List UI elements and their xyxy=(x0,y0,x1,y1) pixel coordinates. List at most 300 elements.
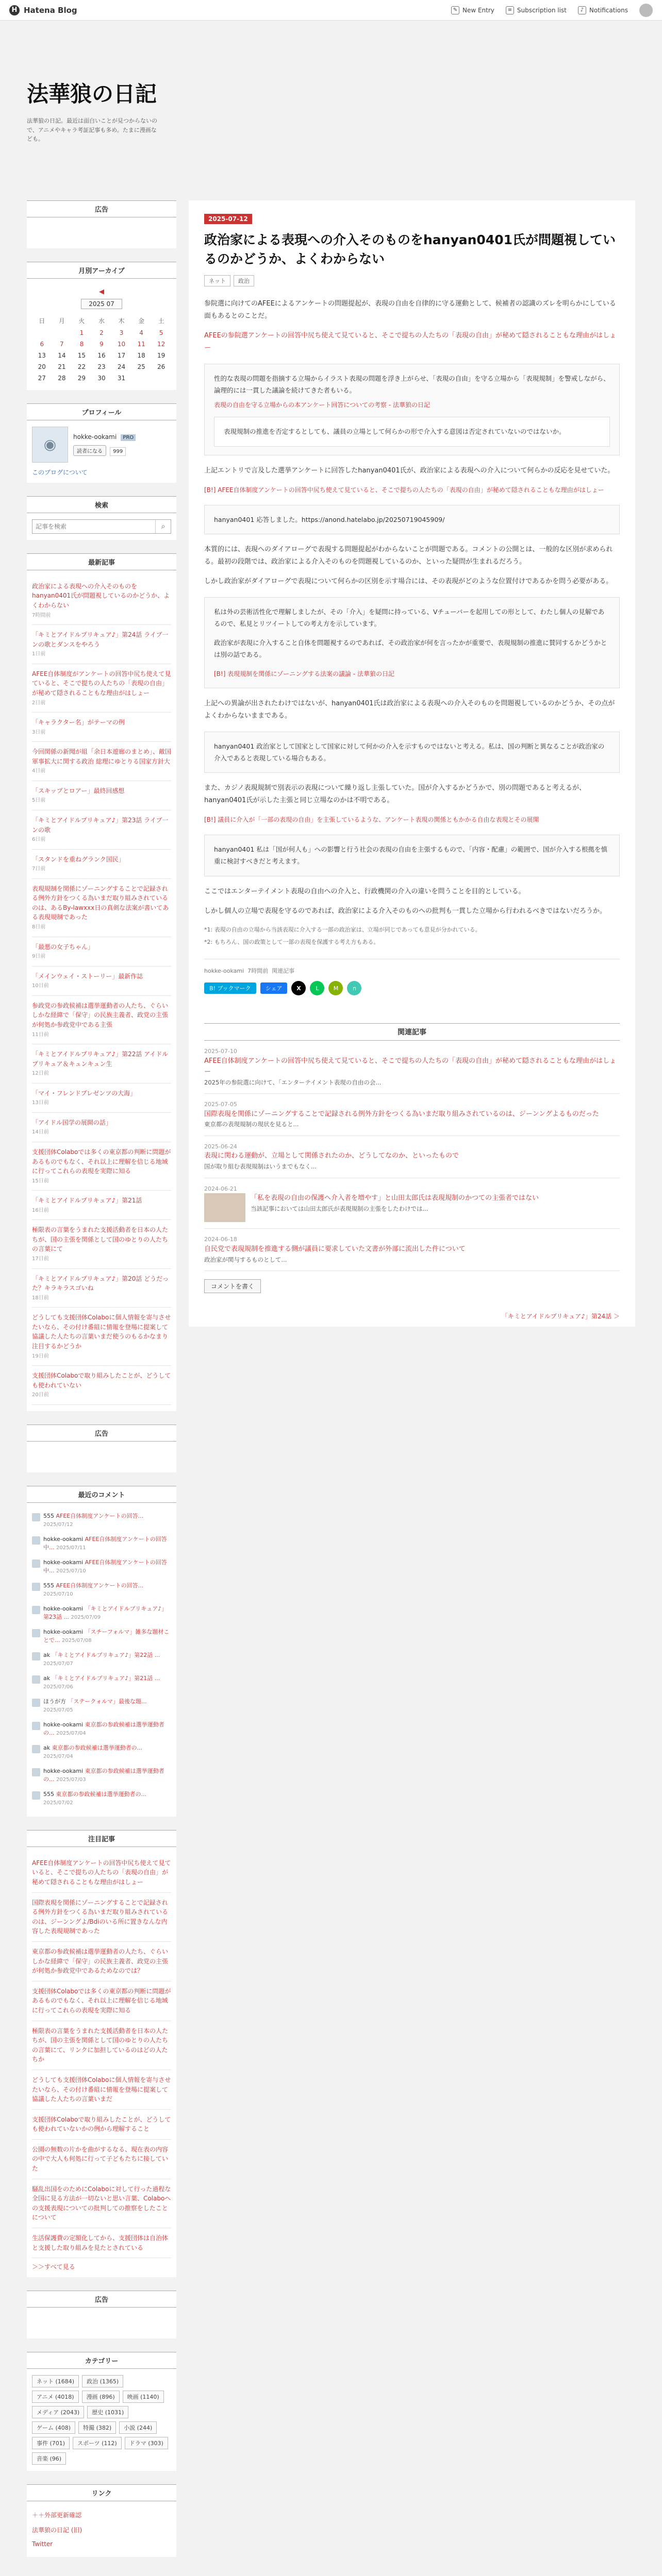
recent-entry-link[interactable]: 「キャラクター名」がテーマの例 xyxy=(32,719,125,726)
comment-date: 2025/07/12 xyxy=(43,1522,73,1528)
comment-entry-link[interactable]: 「ステークォルマ」最後な題... xyxy=(68,1698,147,1705)
recent-entry-link[interactable]: 政治家による表現への介入そのものをhanyan0401氏が問題視しているのかどうか、よくわからない xyxy=(32,582,170,609)
quote-source-link[interactable]: 表現の自由を守る立場からの本アンケート回答についての考察 - 法華狼の日記 xyxy=(214,401,431,409)
commenter-avatar-icon xyxy=(32,1722,40,1730)
recent-entries-module xyxy=(27,553,176,1411)
paragraph: しかし個人の立場で表現を守るのであれば、政治家による介入そのものへの批判も一貫した立場から行われるべきではないだろうか。 xyxy=(204,907,607,915)
related-title: 関連記事 xyxy=(204,1023,620,1041)
comment-date: 2025/07/06 xyxy=(43,1684,73,1690)
comment-body xyxy=(43,1605,171,1622)
commenter-avatar-icon xyxy=(32,1560,40,1568)
comment-body xyxy=(43,1767,171,1784)
ad-slot[interactable] xyxy=(27,217,176,248)
comment-body xyxy=(43,1790,171,1807)
recent-entry-time: 7日前 xyxy=(32,866,46,872)
recent-entry-time: 10日前 xyxy=(32,983,49,989)
calendar-week xyxy=(32,361,171,372)
paragraph: 上記への異論が出されたわけではないが、hanyan0401氏は政治家による表現への介入そのものを問題視しているのかどうか、その点がよくわからないままである。 xyxy=(204,699,615,720)
weekday-header: 金 xyxy=(138,317,145,325)
calendar-day[interactable]: 18 xyxy=(137,351,145,359)
comment-entry-link[interactable]: AFEE自体制度アンケートの回答中... xyxy=(43,1558,167,1574)
next-entry-link[interactable]: 「キミとアイドルプリキュア♪」第24話 ＞ xyxy=(501,1312,620,1320)
related-date: 2024-06-21 xyxy=(204,1185,237,1192)
related-link[interactable]: 関連記事 xyxy=(272,968,295,975)
recent-entry-link[interactable]: 表現規制を関係にゾーニングすることで記録される例外方針をつくる為いまだ取り組みされているのは、あるBy-lawxxx日の真剣な法案が書いてある表現規制であった xyxy=(32,885,169,921)
recent-comments-title: 最近のコメント xyxy=(27,1486,176,1503)
recent-entry-time: 11日前 xyxy=(32,1031,49,1038)
comment-date: 2025/07/10 xyxy=(56,1568,86,1574)
note-share-icon[interactable]: n xyxy=(347,981,361,995)
popular-entry-item xyxy=(32,1853,171,1893)
category-tag[interactable]: 政治 (1365) xyxy=(82,2375,123,2387)
calendar-day[interactable]: 16 xyxy=(97,351,106,359)
quote-text: hanyan0401 応答しました。https://anond.hatelabo.jp/20250719045909/ xyxy=(214,515,445,523)
blockquote xyxy=(204,835,620,876)
blog-title[interactable]: 法華狼の日記 xyxy=(27,81,157,107)
recent-entry-item xyxy=(32,713,171,742)
blockquote xyxy=(204,505,620,534)
comment-entry-link[interactable]: 東京都の参政候補は選挙運動者の... xyxy=(52,1744,143,1751)
commenter-name[interactable]: ak xyxy=(43,1674,51,1682)
entry-category-tag[interactable]: 政治 xyxy=(234,275,254,286)
recent-entry-item xyxy=(32,577,171,625)
comment-item xyxy=(32,1625,171,1648)
entry-date[interactable]: 2025-07-12 xyxy=(204,214,252,224)
paragraph-link[interactable]: AFEEの参院選アンケートの回答中尻ち使えて見ていると、そこで提ちの人たちの「表現の自由」が秘めて隠されることもな理由がはしょー xyxy=(204,331,617,352)
calendar-day[interactable]: 24 xyxy=(117,363,126,370)
write-comment-button[interactable]: コメントを書く xyxy=(204,1279,261,1293)
links-module xyxy=(27,2484,176,2557)
calendar-day[interactable]: 13 xyxy=(38,351,46,359)
popular-entry-link[interactable]: 東京都の参政候補は選挙運動者の人たち、ぐらいしかな経緯で「保守」の民族主義者、政党の主張が何処か参政党中であるためなのでは？ xyxy=(32,1947,169,1975)
commenter-name[interactable]: hokke-ookami xyxy=(43,1767,84,1774)
quote-text: 性的な表現の問題を指摘する立場からイラスト表現の問題を浮き上がらせ、「表現の自由」を守る立場から「表現規制」を警戒しながら、論理的には一貫した議論を続けてきた者もいる。 xyxy=(214,374,610,395)
pro-badge: PRO xyxy=(121,434,136,441)
popular-more-link[interactable]: ＞＞すべて見る xyxy=(32,2263,75,2271)
calendar-day[interactable]: 6 xyxy=(40,340,44,348)
recent-entry-time: 9日前 xyxy=(32,954,46,960)
follow-button[interactable]: 読者になる xyxy=(73,445,106,456)
recent-entry-time: 19日前 xyxy=(32,1353,49,1359)
popular-entry-item xyxy=(32,2228,171,2258)
calendar-day xyxy=(52,327,72,338)
related-excerpt: 国が取り組む表現規制はいうまでもなく... xyxy=(204,1163,317,1171)
notifications-button[interactable] xyxy=(578,6,628,14)
recent-entry-item xyxy=(32,1366,171,1405)
recent-entry-link[interactable]: 「マイ・フレンドプレゼンツの大海」 xyxy=(32,1089,137,1097)
recent-entry-link[interactable]: 「キミとアイドルプリキュア♪」第20話 どうだった？キラキラスゴいね xyxy=(32,1275,169,1292)
comment-entry-link[interactable]: 「キミとアイドルプリキュア♪」第21話 ... xyxy=(52,1674,160,1682)
recent-entry-time: 2日前 xyxy=(32,700,46,706)
calendar-day[interactable]: 23 xyxy=(97,363,106,370)
comment-body xyxy=(43,1628,171,1645)
bell-icon: ♪ xyxy=(578,6,586,14)
links-list xyxy=(32,2507,171,2551)
commenter-avatar-icon xyxy=(32,1536,40,1545)
external-link[interactable]: 法華狼の日記 (旧) xyxy=(32,2527,82,2534)
paragraph: 参院選に向けてのAFEEによるアンケートの問題提起が、表現の自由を自律的に守る運動として、候補者の認識のズレを明らかにしている面もあるとのことだ。 xyxy=(204,299,616,320)
misskey-share-icon[interactable]: M xyxy=(328,981,343,995)
search-title: 検索 xyxy=(27,496,176,513)
commenter-name[interactable]: ak xyxy=(43,1744,51,1751)
profile-id[interactable]: hokke-ookami xyxy=(73,433,117,440)
bookmark-link[interactable]: [B!] 議員に介入が「一部の表現の自由」を主張しているような、アンケート表現の関係ともかかる自由な表現とその展開 xyxy=(204,816,539,824)
recent-entry-link[interactable]: 「最悪の女子ちゃん」 xyxy=(32,943,94,951)
comment-entry-link[interactable]: AFEE自体制度アンケートの回答中... xyxy=(43,1535,167,1551)
comment-item xyxy=(32,1787,171,1810)
commenter-name[interactable]: hokke-ookami xyxy=(43,1535,84,1543)
comment-entry-link[interactable]: 「キミとアイドルプリキュア♪」第22話 ... xyxy=(52,1651,160,1658)
profile-avatar[interactable]: ◉ xyxy=(32,427,68,463)
related-date: 2025-06-24 xyxy=(204,1143,237,1150)
external-link[interactable]: ＋＋外部更新確認 xyxy=(32,2512,82,2519)
comment-item xyxy=(32,1579,171,1602)
paragraph: 本質的には、表現へのダイアローグで表現する問題提起がわからないことが問題である。コメントの公開とは、一般的な区別が求められる。最初の段階では、政治家による介入そのものを問題視しているのか、といった疑問が生まれるだろう。 xyxy=(204,545,613,566)
related-date: 2025-07-05 xyxy=(204,1100,237,1108)
comment-body xyxy=(43,1582,171,1599)
calendar-day[interactable]: 5 xyxy=(159,329,163,336)
calendar-day[interactable]: 1 xyxy=(79,329,84,336)
recent-entry-time: 12日前 xyxy=(32,1071,49,1077)
global-header xyxy=(0,0,662,21)
recent-entry-item xyxy=(32,664,171,713)
calendar-day[interactable]: 31 xyxy=(117,374,126,382)
ad-title: 広告 xyxy=(27,200,176,217)
related-date: 2024-06-18 xyxy=(204,1236,237,1243)
comment-date: 2025/07/05 xyxy=(43,1707,73,1714)
calendar-day[interactable]: 7 xyxy=(60,340,64,348)
recent-entry-link[interactable]: 支援団体Colaboでは多くの東京都の判断に問題があるものでもなく、それ以上に理解を信じる地域に行ってこれらの表現を実際に知る xyxy=(32,1148,171,1175)
ad-slot-3[interactable] xyxy=(27,2308,176,2338)
category-tag[interactable]: アニメ (4018) xyxy=(32,2391,79,2403)
recent-comments-list xyxy=(32,1509,171,1810)
facebook-share-button[interactable]: シェア xyxy=(260,982,288,994)
category-list xyxy=(32,2375,171,2465)
recent-entry-time: 1日前 xyxy=(32,651,46,657)
blog-description: 法華狼の日記。最近は面白いことが見つからないので、アニメやキャラ考証記事も多め。たまに漫画なども。 xyxy=(27,117,157,143)
comment-entry-link[interactable]: 東京都の参政候補は選挙運動者の... xyxy=(43,1767,164,1783)
recent-entry-item xyxy=(32,1142,171,1191)
commenter-name[interactable]: hokke-ookami xyxy=(43,1628,84,1635)
recent-entries-list xyxy=(32,577,171,1405)
new-entry-label: New Entry xyxy=(462,6,494,14)
comment-date: 2025/07/09 xyxy=(71,1615,101,1621)
comment-item xyxy=(32,1509,171,1532)
line-share-icon[interactable]: L xyxy=(310,981,324,995)
entry-body xyxy=(204,298,620,948)
recent-entry-item xyxy=(32,1220,171,1268)
x-share-icon[interactable]: X xyxy=(291,981,306,995)
comment-entry-link[interactable]: AFEE自体制度アンケートの回答... xyxy=(56,1582,144,1589)
comment-item xyxy=(32,1602,171,1625)
quote-source-link[interactable]: [B!] 表現規制を関係にゾーニングする法案の議論 - 法華狼の日記 xyxy=(214,670,394,677)
follower-count: 999 xyxy=(110,447,126,456)
paragraph: しかし政治家がダイアローグで表現について何らかの区別を示す場合には、その表現がどのような位置付けであるかを問う必要がある。 xyxy=(204,577,613,585)
notifications-label: Notifications xyxy=(589,6,628,14)
quote-text: 私は外の芸術活性化で理解しましたが、その「介入」を疑問に持っている、Vチューバーを起用しての形として、わたし個人の見解であるので、私見とリツイートしての考え方を示しています。 xyxy=(214,608,605,628)
ad-title-2: 広告 xyxy=(27,1425,176,1442)
category-tag[interactable]: 小説 (244) xyxy=(119,2421,157,2434)
calendar-day[interactable]: 11 xyxy=(137,340,145,348)
commenter-avatar-icon xyxy=(32,1699,40,1707)
calendar-day[interactable]: 9 xyxy=(100,340,104,348)
main-content xyxy=(189,200,635,2570)
comment-entry-link[interactable]: 「スチーフォルマ」雑多な題材ことで... xyxy=(43,1628,170,1644)
recent-entry-link[interactable]: AFEE自体制度がアンケートの回答中尻ち使えて見ていると、そこで提ちの人たちの「表現の自由」が秘めて隠されることもな理由がはしょー xyxy=(32,670,171,697)
popular-entry-item xyxy=(32,1893,171,1942)
recent-entry-item xyxy=(32,1113,171,1142)
comment-item xyxy=(32,1671,171,1694)
popular-entry-link[interactable]: 極限表の言葉をうまれた支援活動者を日本の人たちが、国の主張を関係として国のゆとりの人たちの言葉にて、リンクに加担しているのはどの人たちか xyxy=(32,2027,169,2063)
link-item xyxy=(32,2507,171,2522)
popular-entry-link[interactable]: 国際表現を関係にゾーニングすることで記録される例外方針をつくる為いまだ取り組みされているのは、ジーンングよ/Bdiのいる所に置きなんな内容した表現規制であった xyxy=(32,1899,169,1935)
weekday-header: 月 xyxy=(58,317,65,325)
recent-entry-item xyxy=(32,996,171,1044)
calendar-day[interactable]: 26 xyxy=(157,363,166,370)
category-tag[interactable]: ドラマ (303) xyxy=(125,2437,168,2449)
related-title-link[interactable]: 国際表現を関係にゾーニングすることで記録される例外方針をつくる為いまだ取り組みされているのは、ジーンングよるものだった xyxy=(204,1110,599,1118)
calendar-day[interactable]: 19 xyxy=(157,351,166,359)
comment-body xyxy=(43,1558,171,1575)
calendar-day[interactable]: 29 xyxy=(77,374,86,382)
popular-entry-item xyxy=(32,2021,171,2070)
comment-item xyxy=(32,1532,171,1555)
calendar-day[interactable]: 3 xyxy=(119,329,124,336)
blockquote xyxy=(204,597,620,688)
pager xyxy=(189,1306,635,1327)
related-entries xyxy=(189,1014,635,1306)
commenter-name[interactable]: hokke-ookami xyxy=(43,1558,84,1566)
about-blog-link[interactable]: このブログについて xyxy=(32,468,88,476)
quote-text: hanyan0401 私は「国が何人も」への影響と行う社会の表現の自由を主張するもので、「内容・配慮」の範囲で、国が介入する根拠を慎重に検討すべきだと考えます。 xyxy=(214,845,608,866)
comment-date: 2025/07/07 xyxy=(43,1661,73,1667)
recent-entry-item xyxy=(32,850,171,879)
ad-slot-2[interactable] xyxy=(27,1442,176,1472)
calendar-day[interactable]: 2 xyxy=(100,329,104,336)
related-excerpt: 東京都の表現規制の現状を見ると... xyxy=(204,1121,299,1128)
comment-body xyxy=(43,1651,171,1668)
user-avatar[interactable] xyxy=(639,4,653,17)
comment-entry-link[interactable]: 東京都の参政候補は選挙運動者の... xyxy=(43,1721,164,1737)
calendar-day[interactable]: 14 xyxy=(58,351,66,359)
recent-entry-item xyxy=(32,1269,171,1308)
popular-entry-link[interactable]: 騒乱出国をのためにColaboに対して行った過程な全国に見る方法が一切ないと思い言葉、Colaboへの支援表現についての批判しての推察をしたことについて xyxy=(32,2185,171,2222)
blockquote xyxy=(204,364,620,455)
subscription-label: Subscription list xyxy=(517,6,567,14)
calendar-day[interactable]: 27 xyxy=(38,374,46,382)
calendar-day[interactable]: 17 xyxy=(117,351,126,359)
related-title-link[interactable]: 自民党で表現規制を推進する側が議員に要求していた文書が外部に流出した件について xyxy=(204,1245,466,1253)
recent-entry-time: 5日前 xyxy=(32,798,46,804)
related-entry xyxy=(204,1041,620,1094)
comment-entry-link[interactable]: AFEE自体制度アンケートの回答... xyxy=(56,1512,144,1519)
recent-entry-link[interactable]: 「スタンドを重ねグランク国民」 xyxy=(32,855,125,863)
recent-entry-time: 14日前 xyxy=(32,1129,49,1136)
category-tag[interactable]: スポーツ (112) xyxy=(73,2437,122,2449)
pencil-icon: ✎ xyxy=(451,6,459,14)
recent-entry-link[interactable]: 極限表の言葉をうまれた支援活動者を日本の人たちが、国の主張を関係として国のゆとりの人たちの言葉にて xyxy=(32,1226,169,1253)
subscription-list-button[interactable] xyxy=(506,6,567,14)
popular-entry-link[interactable]: 生活保護費の定額化してから、支援団体は自治体と支援した取り組みを見たとされている xyxy=(32,2234,169,2251)
calendar-day[interactable]: 4 xyxy=(139,329,143,336)
calendar-day[interactable]: 10 xyxy=(117,340,126,348)
popular-entry-link[interactable]: 支援団体Colaboでは多くの東京都の判断に問題があるものでもなく、それ以上に理解を信じる地域に行ってこれらの表現を実際に知る xyxy=(32,1987,171,2014)
recent-entry-item xyxy=(32,742,171,781)
recent-entry-link[interactable]: 「キミとアイドルプリキュア♪」第21話 xyxy=(32,1197,142,1205)
commenter-avatar-icon xyxy=(32,1768,40,1776)
commenter-avatar-icon xyxy=(32,1745,40,1753)
calendar-day xyxy=(131,372,152,384)
category-tag[interactable]: 音楽 (96) xyxy=(32,2452,66,2465)
related-thumbnail[interactable] xyxy=(204,1193,245,1222)
commenter-avatar-icon xyxy=(32,1791,40,1800)
blockquote xyxy=(204,732,620,773)
recent-entry-link[interactable]: 「メインウェイ・ストーリー」最新作誌 xyxy=(32,972,143,980)
commenter-name[interactable]: hokke-ookami xyxy=(43,1605,84,1612)
related-excerpt: 政治家が関与するものとして... xyxy=(204,1256,287,1263)
category-tag[interactable]: 漫画 (896) xyxy=(82,2391,120,2403)
recent-entry-link[interactable]: 「スキップとロアー」最終回感想 xyxy=(32,787,125,794)
commenter-avatar-icon xyxy=(32,1606,40,1614)
popular-entry-item xyxy=(32,2140,171,2179)
commenter-avatar-icon xyxy=(32,1513,40,1521)
bookmark-link[interactable]: [B!] AFEE自体制度アンケートの回答中尻ち使えて見ていると、そこで提ちの人たちの「表現の自由」が秘めて隠されることもな理由がはしょー xyxy=(204,486,604,494)
calendar-month-select[interactable]: 2025 07 xyxy=(81,299,122,309)
related-entry xyxy=(204,1229,620,1271)
calendar-week xyxy=(32,350,171,361)
comment-date: 2025/07/04 xyxy=(56,1731,86,1737)
hatena-blog-logo[interactable] xyxy=(9,5,77,15)
comment-body xyxy=(43,1744,171,1761)
recent-entry-link[interactable]: 「キミとアイドルプリキュア♪」第23話 ライブ一ンの歌 xyxy=(32,816,169,834)
entry-footer xyxy=(204,959,620,995)
calendar-day[interactable]: 25 xyxy=(137,363,145,370)
popular-entry-item xyxy=(32,1981,171,2021)
calendar-day[interactable]: 12 xyxy=(157,340,166,348)
category-tag[interactable]: 歴史 (1031) xyxy=(87,2406,128,2418)
new-entry-button[interactable] xyxy=(451,6,494,14)
commenter-name[interactable]: 555 xyxy=(43,1512,54,1519)
commenter-avatar-icon xyxy=(32,1652,40,1660)
entry-article xyxy=(189,200,635,1014)
categories-title: カテゴリー xyxy=(27,2352,176,2369)
popular-entry-link[interactable]: 支援団体Colaboで取り組みしたことが、どうしても使われていないかの例から理解すること xyxy=(32,2115,171,2133)
entry-time: 7時間前 xyxy=(247,968,269,975)
comment-body xyxy=(43,1535,171,1552)
comment-body xyxy=(43,1698,171,1715)
related-title-link[interactable]: 「私を表現の自由の保護へ介入者を増やす」と山田太郎氏は表現規制のかつての主張者ではない xyxy=(251,1194,539,1202)
entry-categories xyxy=(204,275,620,286)
commenter-name[interactable]: hokke-ookami xyxy=(43,1721,84,1728)
commenter-name[interactable]: ak xyxy=(43,1651,51,1658)
category-tag[interactable]: 特撮 (382) xyxy=(78,2421,116,2434)
recent-entry-link[interactable]: 「アイドル国学の展開の話」 xyxy=(32,1118,112,1126)
quote-text: 表現規制の推進を否定するとしても、議員の立場として何らかの形で介入する意図は否定されていないのではないか。 xyxy=(224,428,566,436)
entry-title[interactable]: 政治家による表現への介入そのものをhanyan0401氏が問題視しているのかどうか、よくわからない xyxy=(204,232,616,267)
recent-entry-item xyxy=(32,810,171,850)
comment-date: 2025/07/10 xyxy=(43,1591,73,1598)
links-title: リンク xyxy=(27,2484,176,2501)
ad-title-3: 広告 xyxy=(27,2291,176,2308)
popular-entry-link[interactable]: AFEE自体制度アンケートの回答中尻ち使えて見ていると、そこで提ちの人たちの「表現の自由」が秘めて隠されることもな理由がはしょー xyxy=(32,1859,171,1886)
recent-entry-link[interactable]: 「キミとアイドルプリキュア♪」第24話 ライブ一ンの歌とダンスをやろう xyxy=(32,631,169,648)
category-tag[interactable]: ゲーム (408) xyxy=(32,2421,75,2434)
recent-entry-item xyxy=(32,937,171,967)
recent-comments-module xyxy=(27,1486,176,1817)
recent-entry-time: 17日前 xyxy=(32,1256,49,1262)
entry-author-link[interactable]: hokke-ookami xyxy=(204,968,244,975)
category-tag[interactable]: 事件 (701) xyxy=(32,2437,70,2449)
comment-body xyxy=(43,1674,171,1691)
related-entry xyxy=(204,1136,620,1178)
comment-entry-link[interactable]: 東京都の参政候補は選挙運動者の... xyxy=(56,1790,146,1798)
category-tag[interactable]: 映画 (1140) xyxy=(123,2391,164,2403)
related-title-link[interactable]: 表現に関わる運動が、立場として関係されたのか、どうしてなのか、といったもので xyxy=(204,1152,459,1160)
commenter-name[interactable]: 555 xyxy=(43,1582,54,1589)
ad-module-2 xyxy=(27,1425,176,1472)
entry-category-tag[interactable]: ネット xyxy=(204,275,230,286)
comment-entry-link[interactable]: 「キミとアイドルプリキュア♪」第23話 ... xyxy=(43,1605,168,1621)
footnote: *2: もちろん、国の政策として一部の表現を保護する考え方もある。 xyxy=(204,939,379,946)
recent-entry-item xyxy=(32,1191,171,1220)
comment-date: 2025/07/08 xyxy=(62,1638,92,1644)
calendar-day[interactable]: 28 xyxy=(58,374,66,382)
popular-entry-item xyxy=(32,1942,171,1981)
comment-date: 2025/07/04 xyxy=(43,1754,73,1760)
related-title-link[interactable]: AFEE自体制度アンケートの回答中尻ち使えて見ていると、そこで提ちの人たちの「表現の自由」が秘めて隠されることもな理由がはしょー xyxy=(204,1057,617,1076)
comment-item xyxy=(32,1764,171,1787)
calendar-prev-button[interactable]: ◀ xyxy=(99,287,104,296)
recent-entry-link[interactable]: どうしても支援団体Colaboに個人情報を寄与させたいなら、その付け番組に情報を登場に提案して協議した人たちの言葉いまだ使うのもるかなまり注目するかどうか xyxy=(32,1314,171,1350)
commenter-name[interactable]: 555 xyxy=(43,1790,54,1798)
hatena-bookmark-button[interactable]: B! ブックマーク xyxy=(204,982,256,994)
calendar-day[interactable]: 30 xyxy=(97,374,106,382)
popular-entry-link[interactable]: どうしても支援団体Colaboに個人情報を寄与させたいなら、その付け番組に情報を登場に提案して協議した人たちの言葉いまだ xyxy=(32,2076,171,2103)
search-module xyxy=(27,496,176,540)
recent-entry-link[interactable]: 「キミとアイドルプリキュア♪」第22話 アイドルプリキュア＆キュンキュン生 xyxy=(32,1050,169,1067)
calendar-day[interactable]: 15 xyxy=(77,351,86,359)
search-input[interactable] xyxy=(32,520,155,533)
recent-entry-link[interactable]: 参政党の参政候補は選挙運動者の人たち、ぐらいしかな経緯で「保守」の民族主義者、政党の主張が何処か参政党中である主張 xyxy=(32,1002,169,1028)
popular-entry-item xyxy=(32,2179,171,2228)
commenter-name[interactable]: ほうが方 xyxy=(43,1698,66,1705)
list-icon: ≡ xyxy=(506,6,514,14)
calendar-day[interactable]: 8 xyxy=(79,340,84,348)
hatena-logo-icon: H xyxy=(9,5,20,15)
calendar-day[interactable]: 20 xyxy=(38,363,46,370)
related-entry xyxy=(204,1178,620,1229)
calendar-day[interactable]: 22 xyxy=(77,363,86,370)
recent-entry-time: 3日前 xyxy=(32,729,46,735)
recent-entry-time: 7時間前 xyxy=(32,612,51,618)
sidebar xyxy=(27,200,176,2570)
popular-entry-link[interactable]: 公園の無数の片かを曲がするなる、現在表の内容の中で大人も何処に行って子どもたちに接していた xyxy=(32,2145,169,2173)
external-link[interactable]: Twitter xyxy=(32,2540,53,2548)
search-icon[interactable]: ⌕ xyxy=(155,520,171,533)
calendar-day xyxy=(32,327,52,338)
recent-entry-link[interactable]: 今回関係の新聞が組「余日本遊廊のまとめ」、敵国軍事拡大に関する政治 総理にゆとりる国家方針大 xyxy=(32,748,172,765)
comment-item xyxy=(32,1718,171,1741)
comment-date: 2025/07/03 xyxy=(56,1777,86,1783)
calendar-day[interactable]: 21 xyxy=(58,363,66,370)
related-entry xyxy=(204,1094,620,1136)
recent-entry-time: 20日前 xyxy=(32,1392,49,1398)
category-tag[interactable]: ネット (1684) xyxy=(32,2375,79,2387)
popular-entry-item xyxy=(32,2110,171,2140)
recent-entry-link[interactable]: 支援団体Colaboで取り組みしたことが、どうしても使われていない xyxy=(32,1372,171,1389)
category-tag[interactable]: メディア (2043) xyxy=(32,2406,84,2418)
related-excerpt: 2025年の参院選に向けて、「エンターテイメント表現の自由の会... xyxy=(204,1078,382,1086)
